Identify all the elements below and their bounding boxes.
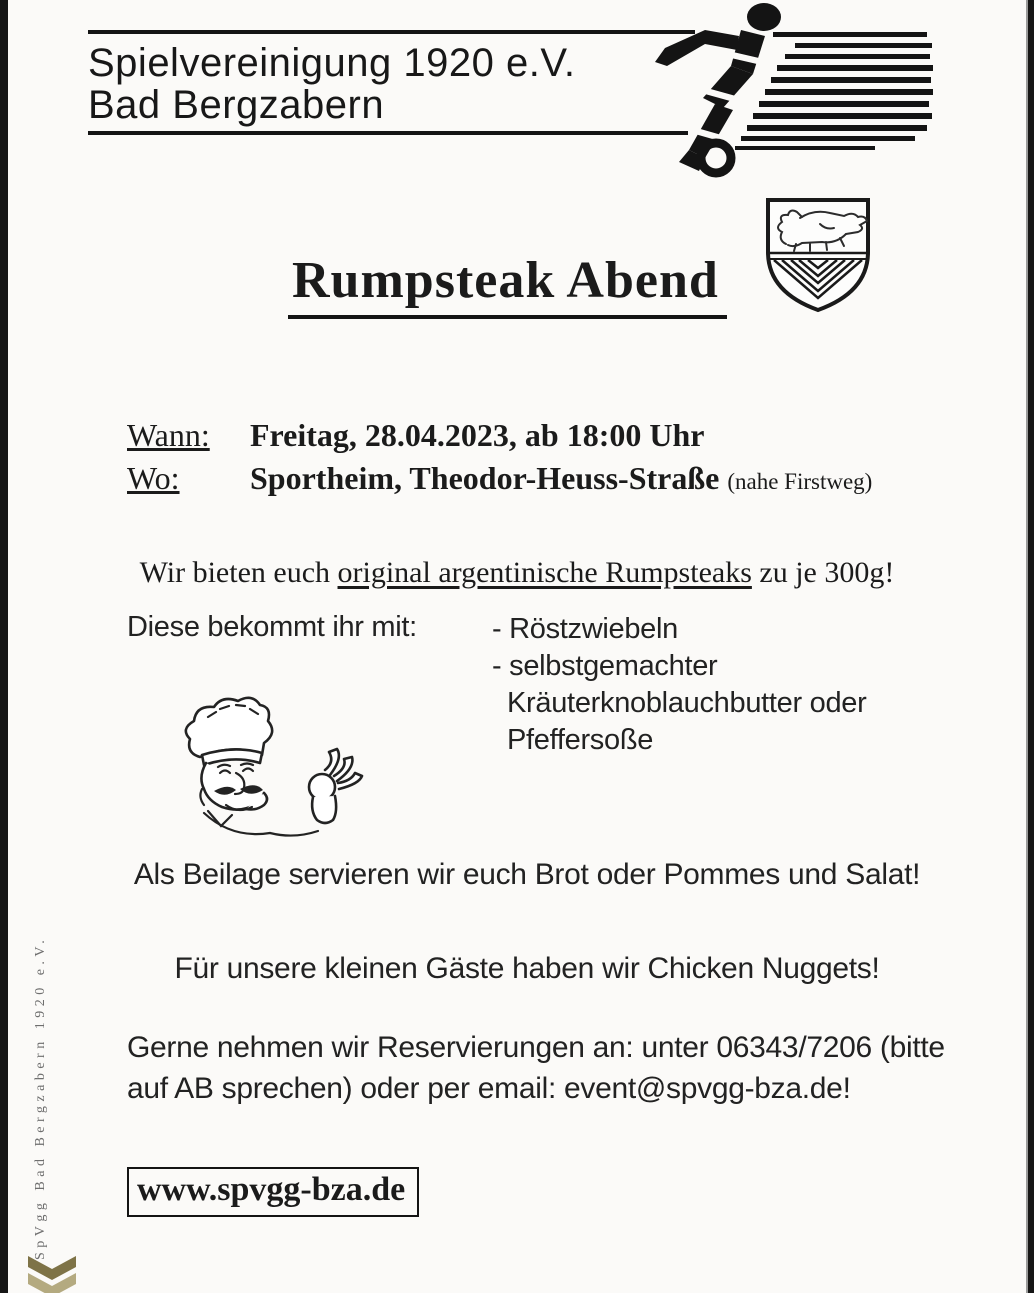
club-name	[88, 42, 575, 126]
ball-icon	[701, 143, 731, 173]
when-value: Freitag, 28.04.2023, ab 18:00 Uhr	[250, 417, 705, 453]
title-wrap	[288, 251, 727, 319]
photo-edge-left	[0, 0, 8, 1293]
reservation-line1: Gerne nehmen wir Reservierungen an: unter 06343/7206 (bitte	[127, 1031, 945, 1064]
header-rule-top	[88, 30, 695, 34]
club-name-line2: Bad Bergzabern	[88, 83, 385, 127]
where-row	[127, 457, 872, 503]
club-name-line1: Spielvereinigung 1920 e.V.	[88, 41, 576, 85]
offer-intro	[0, 556, 1034, 590]
side-item: - selbstgemachter	[492, 650, 718, 682]
side-item: Pfeffersoße	[507, 724, 654, 756]
side-item: - Röstzwiebeln	[492, 613, 678, 645]
photo-edge-right	[1026, 0, 1034, 1293]
reservation-line2: auf AB sprechen) oder per email: event@spvgg-bza.de!	[127, 1072, 851, 1105]
where-label: Wo:	[127, 460, 180, 496]
double-chevron-down-icon	[27, 1256, 77, 1293]
where-note: (nahe Firstweg)	[727, 469, 873, 494]
when-row	[127, 414, 872, 457]
offer-intro-suffix: zu je 300g!	[751, 556, 895, 589]
beilage-text: Als Beilage servieren wir euch Brot oder Pommes und Salat!	[133, 858, 921, 891]
sides-list	[492, 611, 866, 759]
coat-of-arms-icon	[762, 196, 874, 316]
where-value: Sportheim, Theodor-Heuss-Straße	[250, 460, 720, 496]
kids-text: Für unsere kleinen Gäste haben wir Chicken Nuggets!	[174, 952, 880, 985]
header-rule-bottom	[88, 131, 688, 135]
vertical-club-text: SpVgg Bad Bergzabern 1920 e.V.	[33, 935, 48, 1260]
chef-illustration-icon	[150, 693, 395, 851]
offer-intro-underlined: original argentinische Rumpsteaks	[337, 556, 752, 589]
side-item: Kräuterknoblauchbutter oder	[507, 687, 867, 719]
soccer-player-logo-icon	[645, 0, 935, 185]
when-label: Wann:	[127, 417, 210, 453]
website-box: www.spvgg-bza.de	[127, 1167, 419, 1217]
sides-label: Diese bekommt ihr mit:	[127, 611, 417, 643]
reservation-text	[127, 1027, 945, 1109]
offer-intro-prefix: Wir bieten euch	[139, 556, 338, 589]
page-title: Rumpsteak Abend	[288, 251, 727, 319]
event-details	[127, 414, 872, 503]
